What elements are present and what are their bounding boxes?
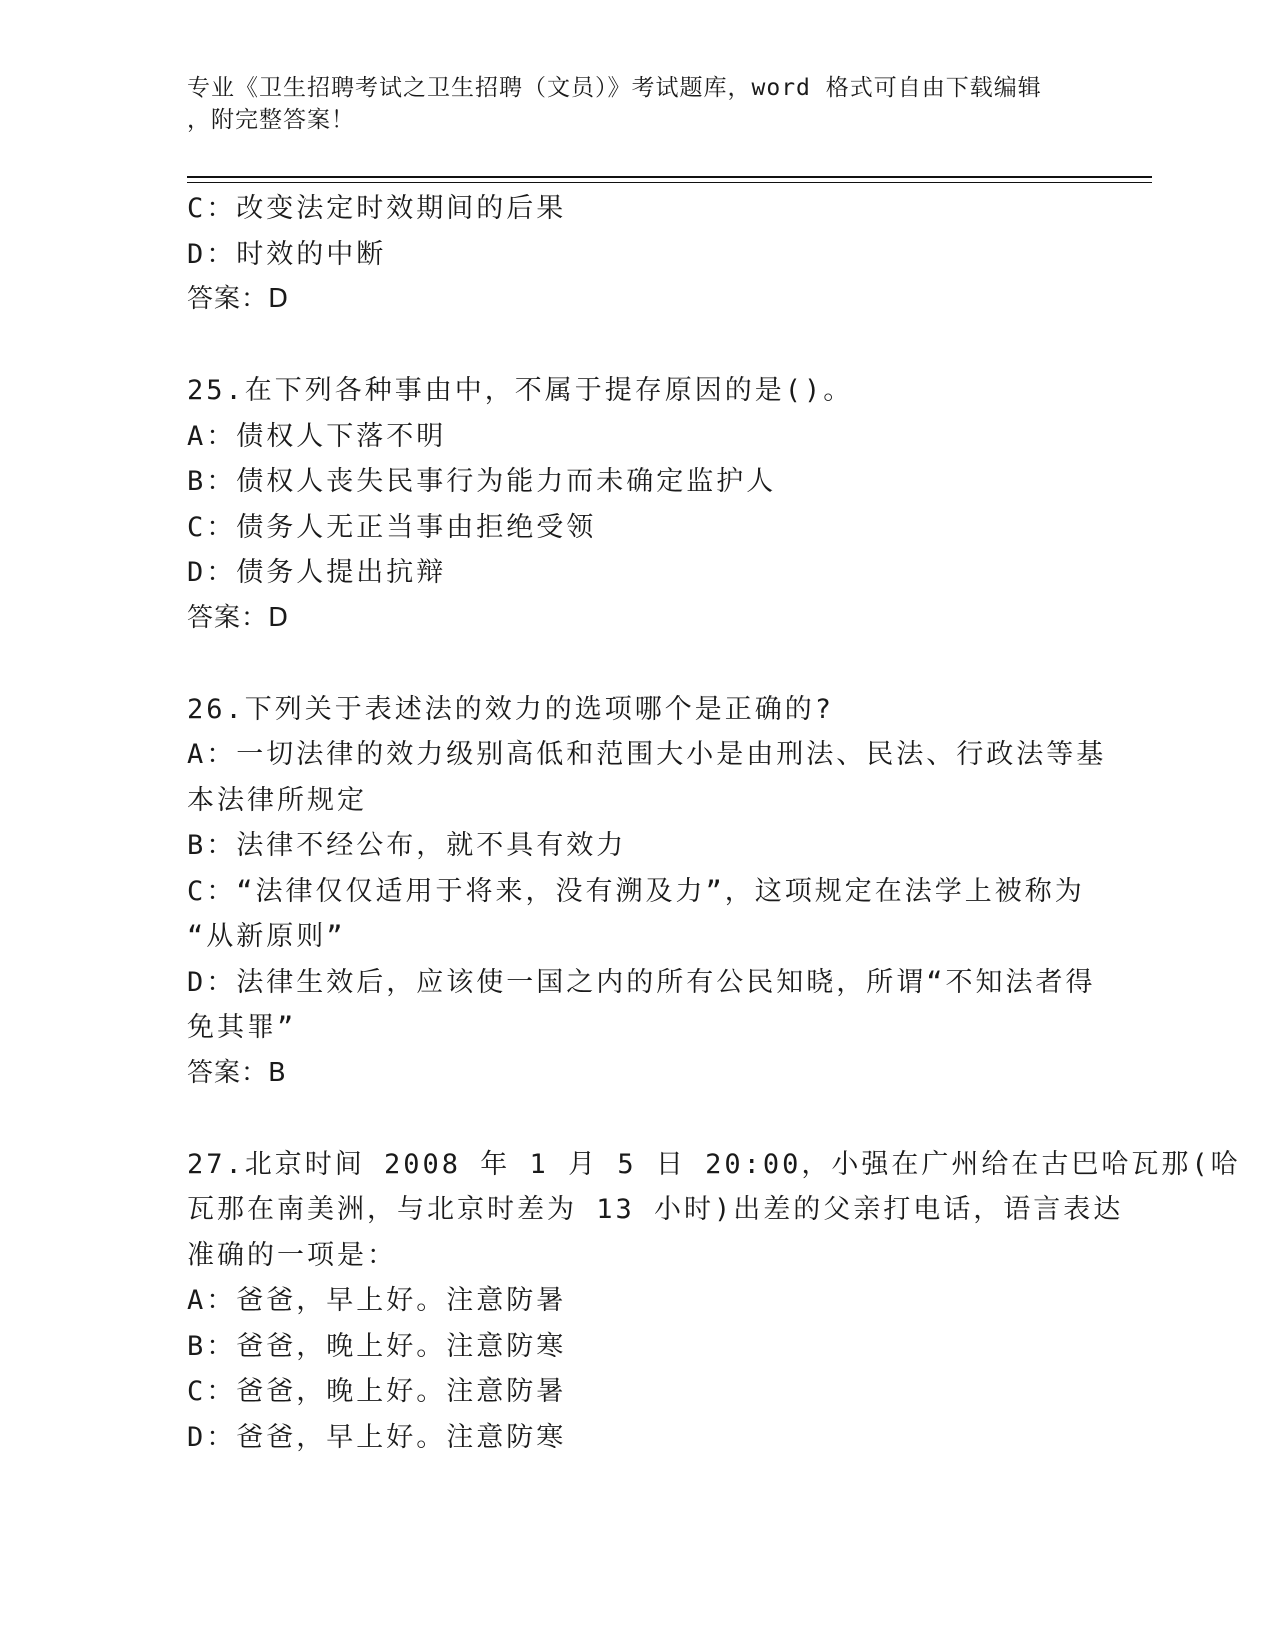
- header-line-2: ，附完整答案！: [187, 107, 355, 133]
- option-c-continued: “从新原则”: [187, 921, 346, 952]
- option-d: D：债务人提出抗辩: [187, 557, 447, 588]
- option-b: B：法律不经公布，就不具有效力: [187, 830, 627, 861]
- option-d-continued: 免其罪”: [187, 1012, 297, 1043]
- option-c: C：“法律仅仅适用于将来，没有溯及力”，这项规定在法学上被称为: [187, 875, 1085, 907]
- option-c: C：爸爸，晚上好。注意防暑: [187, 1376, 567, 1407]
- question-stem: 26.下列关于表述法的效力的选项哪个是正确的?: [187, 693, 835, 725]
- question-stem-continued: 瓦那在南美洲，与北京时差为 13 小时)出差的父亲打电话，语言表达: [187, 1194, 1124, 1225]
- header-line-1: 专业《卫生招聘考试之卫生招聘（文员）》考试题库，word 格式可自由下载编辑: [187, 75, 1042, 101]
- answer-line: 答案：B: [187, 1057, 287, 1088]
- option-a: A：爸爸，早上好。注意防暑: [187, 1285, 567, 1316]
- spacer: [187, 641, 1087, 687]
- option-b: B：爸爸，晚上好。注意防寒: [187, 1330, 567, 1362]
- option-a-continued: 本法律所规定: [187, 784, 367, 816]
- document-header: [187, 72, 1067, 136]
- header-divider-thick: [187, 176, 1152, 178]
- question-stem: 25.在下列各种事由中，不属于提存原因的是()。: [187, 375, 854, 406]
- option-b: B：债权人丧失民事行为能力而未确定监护人: [187, 466, 777, 497]
- option-a: A：一切法律的效力级别高低和范围大小是由刑法、民法、行政法等基: [187, 739, 1107, 770]
- question-list: [187, 186, 1241, 1460]
- option-c: C：债务人无正当事由拒绝受领: [187, 511, 597, 543]
- option-d: D：爸爸，早上好。注意防寒: [187, 1421, 567, 1453]
- question-26: [187, 687, 1107, 1097]
- question-stem: 27.北京时间 2008 年 1 月 5 日 20:00，小强在广州给在古巴哈瓦那(哈: [187, 1148, 1241, 1180]
- answer-line: 答案：D: [187, 284, 290, 314]
- option-d: D：时效的中断: [187, 238, 387, 270]
- option-c: C：改变法定时效期间的后果: [187, 193, 567, 224]
- question-stem-continued: 准确的一项是：: [187, 1239, 397, 1271]
- answer-line: 答案：D: [187, 602, 290, 633]
- spacer: [187, 323, 1087, 369]
- option-d: D：法律生效后，应该使一国之内的所有公民知晓，所谓“不知法者得: [187, 966, 1096, 998]
- previous-question-tail: [187, 186, 1087, 323]
- spacer: [187, 1096, 1087, 1142]
- option-a: A：债权人下落不明: [187, 420, 447, 452]
- question-25: [187, 368, 1087, 641]
- header-divider-thin: [187, 182, 1152, 183]
- question-27: [187, 1142, 1241, 1461]
